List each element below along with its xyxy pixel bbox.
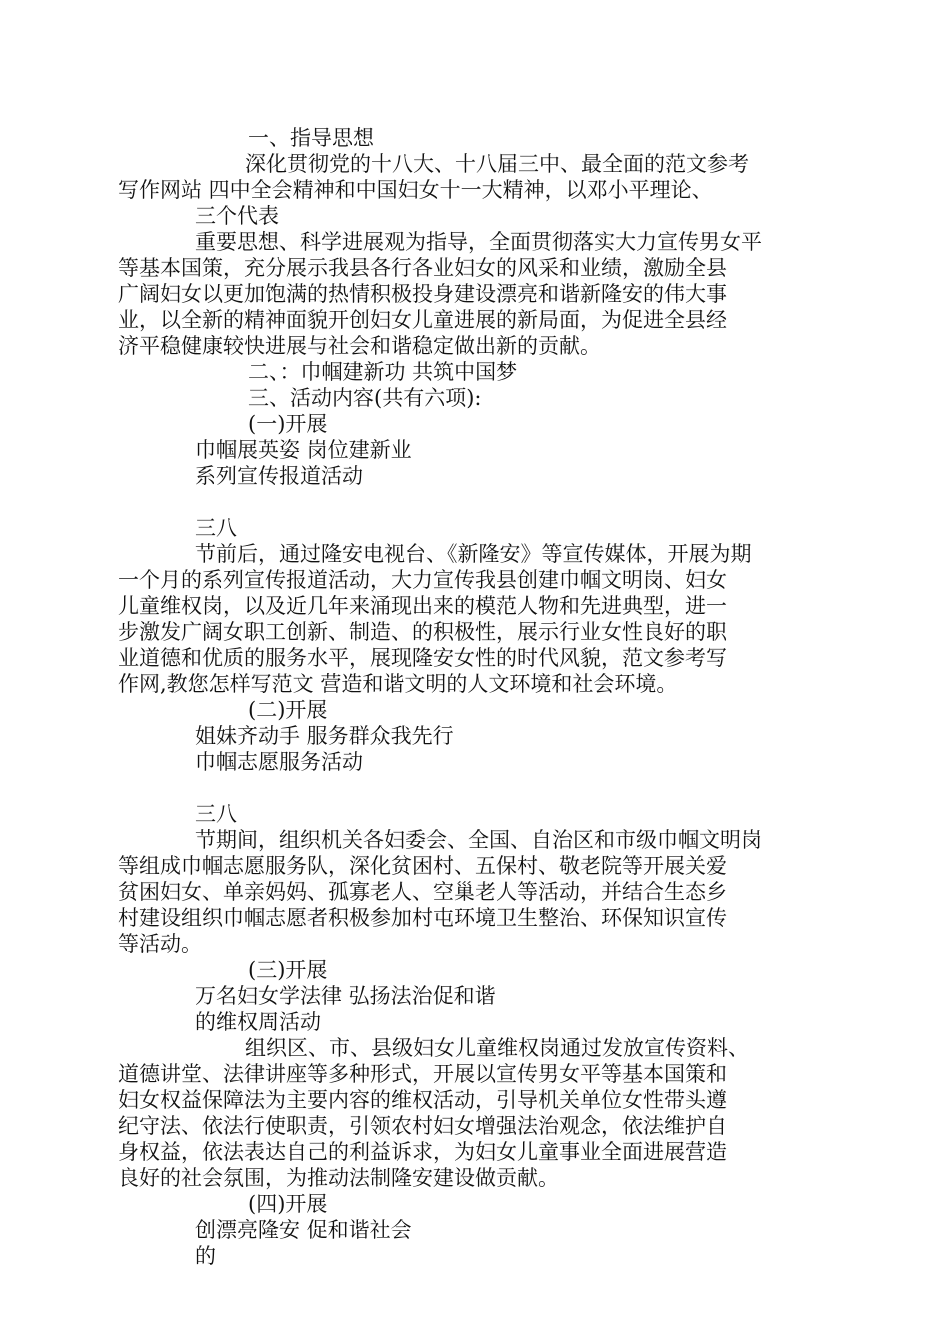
paragraph-line: 三个代表 [195,204,279,228]
paragraph-line: 等活动。 [118,932,202,956]
paragraph-line: 妇女权益保障法为主要内容的维权活动，引导机关单位女性带头遵 [118,1088,727,1112]
paragraph-line: 道德讲堂、法律讲座等多种形式，开展以宣传男女平等基本国策和 [118,1062,727,1086]
paragraph-line: 贫困妇女、单亲妈妈、孤寡老人、空巢老人等活动，并结合生态乡 [118,880,727,904]
section-heading: 三、活动内容(共有六项): [248,386,482,410]
paragraph-line: 纪守法、依法行使职责，引领农村妇女增强法治观念，依法维护自 [118,1114,727,1138]
item-title: 巾帼志愿服务活动 [195,750,363,774]
paragraph-line: 组织区、市、县级妇女儿童维权岗通过发放宣传资料、 [245,1036,749,1060]
paragraph-line: 村建设组织巾帼志愿者积极参加村屯环境卫生整治、环保知识宣传 [118,906,727,930]
paragraph-line: 良好的社会氛围，为推动法制隆安建设做贡献。 [118,1166,559,1190]
section-heading: 一、指导思想 [248,126,374,150]
item-heading: (四)开展 [248,1192,328,1216]
item-title: 万名妇女学法律 弘扬法治促和谐 [195,984,496,1008]
paragraph-line: 业道德和优质的服务水平，展现隆安女性的时代风貌，范文参考写 [118,646,727,670]
item-heading: (二)开展 [248,698,328,722]
paragraph-line: 三八 [195,802,237,826]
item-heading: (一)开展 [248,412,328,436]
paragraph-line: 等基本国策，充分展示我县各行各业妇女的风采和业绩，激励全县 [118,256,727,280]
item-heading: (三)开展 [248,958,328,982]
item-title: 巾帼展英姿 岗位建新业 [195,438,412,462]
paragraph-line: 一个月的系列宣传报道活动，大力宣传我县创建巾帼文明岗、妇女 [118,568,727,592]
paragraph-line: 深化贯彻党的十八大、十八届三中、最全面的范文参考 [245,152,749,176]
paragraph-line: 身权益，依法表达自己的利益诉求，为妇女儿童事业全面进展营造 [118,1140,727,1164]
paragraph-line: 写作网站 四中全会精神和中国妇女十一大精神，以邓小平理论、 [118,178,713,202]
item-title: 姐妹齐动手 服务群众我先行 [195,724,454,748]
paragraph-line: 儿童维权岗，以及近几年来涌现出来的模范人物和先进典型，进一 [118,594,727,618]
paragraph-line: 作网,教您怎样写范文 营造和谐文明的人文环境和社会环境。 [118,672,678,696]
item-title: 的维权周活动 [195,1010,321,1034]
paragraph-line: 业，以全新的精神面貌开创妇女儿童进展的新局面，为促进全县经 [118,308,727,332]
item-title: 创漂亮隆安 促和谐社会 [195,1218,412,1242]
paragraph-line: 步激发广阔女职工创新、制造、的积极性，展示行业女性良好的职 [118,620,727,644]
paragraph-line: 三八 [195,516,237,540]
paragraph-line: 等组成巾帼志愿服务队，深化贫困村、五保村、敬老院等开展关爱 [118,854,727,878]
paragraph-line: 节前后，通过隆安电视台、《新隆安》等宣传媒体，开展为期 [195,542,752,566]
paragraph-line: 节期间，组织机关各妇委会、全国、自治区和市级巾帼文明岗 [195,828,762,852]
item-title: 系列宣传报道活动 [195,464,363,488]
item-title: 的 [195,1244,216,1268]
paragraph-line: 广阔妇女以更加饱满的热情积极投身建设漂亮和谐新隆安的伟大事 [118,282,727,306]
section-heading: 二、：巾帼建新功 共筑中国梦 [248,360,518,384]
paragraph-line: 重要思想、科学进展观为指导，全面贯彻落实大力宣传男女平 [195,230,762,254]
paragraph-line: 济平稳健康较快进展与社会和谐稳定做出新的贡献。 [118,334,601,358]
